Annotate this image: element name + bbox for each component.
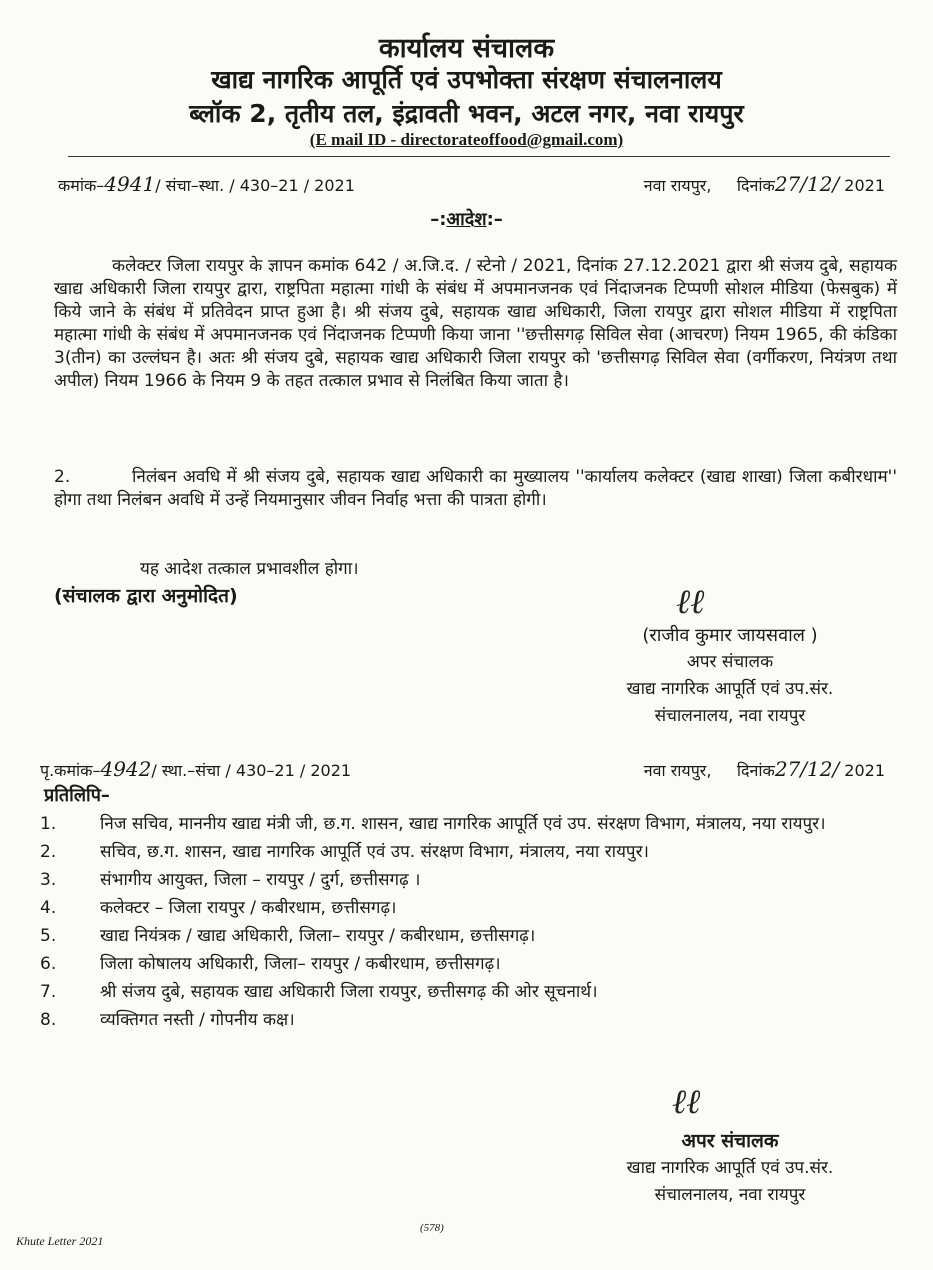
paragraph-1: कलेक्टर जिला रायपुर के ज्ञापन कमांक 642 / अ.जि.द. / स्टेनो / 2021, दिनांक 27.12.2021 द्वारा श्री संजय दुबे, सहायक खाद्य अधिकारी जिला रायपुर द्वारा, राष्ट्रपिता महात्मा गांधी के संबंध में अपमानजनक एवं निंदाजनक टिप्पणी सोशल मीडिया (फेसबुक) में किये जाने के संबंध में प्रतिवेदन प्राप्त हुआ है। श्री संजय दुबे, सहायक खाद्य अधिकारी, जिला रायपुर द्वारा सोशल मीडिया में राष्ट्रपिता महात्मा गांधी के संबंध में अपमानजनक एवं निंदाजनक टिप्पणी किया जाना ''छत्तीसगढ़ सिविल सेवा (आचरण) नियम 1965, की कंडिका 3(तीन) का उल्लंघन है। अतः श्री संजय दुबे, सहायक खाद्य अधिकारी जिला रायपुर को 'छत्तीसगढ़ सिविल सेवा (वर्गीकरण, नियंत्रण तथा अपील) नियम 1966 के नियम 9 के तहत तत्काल प्रभाव से निलंबित किया जाता है। xyxy=(54,256,897,391)
list-item-text: संभागीय आयुक्त, जिला – रायपुर / दुर्ग, छत्तीसगढ़ । xyxy=(100,870,421,890)
signatory-office-2: संचालनालय, नवा रायपुर xyxy=(654,1185,806,1205)
email-text: (E mail ID - directorateoffood@gmail.com) xyxy=(309,130,624,149)
signature-mark-2: ℓℓ xyxy=(672,1082,701,1122)
signatory-office: संचालनालय, नवा रायपुर xyxy=(654,706,806,726)
signatory-designation: अपर संचालक xyxy=(686,652,774,672)
list-item xyxy=(40,1006,900,1034)
order-title-post: :– xyxy=(486,209,503,230)
list-item-number: 4. xyxy=(40,898,57,918)
list-item-number: 2. xyxy=(40,842,57,862)
handwritten-date: 27/12/ xyxy=(774,172,840,196)
paragraph-2-number: 2. xyxy=(54,467,71,487)
directorate-name: खाद्य नागरिक आपूर्ति एवं उपभोक्ता संरक्षण संचालनालय xyxy=(211,65,722,94)
copy-heading: प्रतिलिपि– xyxy=(44,785,110,806)
email-line xyxy=(0,130,933,150)
date-year-2: 2021 xyxy=(844,761,885,780)
signatory-department: खाद्य नागरिक आपूर्ति एवं उप.संर. xyxy=(626,679,834,699)
list-item xyxy=(40,922,900,950)
directorate-address: ब्लॉक 2, तृतीय तल, इंद्रावती भवन, अटल नगर, नवा रायपुर xyxy=(189,99,744,128)
page-number: (578) xyxy=(420,1222,444,1234)
signatory-name: (राजीव कुमार जायसवाल ) xyxy=(642,625,818,646)
reference-suffix: / संचा–स्था. / 430–21 / 2021 xyxy=(155,176,355,195)
header-divider xyxy=(68,156,890,157)
list-item-text: जिला कोषालय अधिकारी, जिला– रायपुर / कबीरधाम, छत्तीसगढ़। xyxy=(100,954,501,974)
handwritten-date-2: 27/12/ xyxy=(774,757,840,781)
handwritten-number: 4941 xyxy=(104,172,156,196)
place-label-2: नवा रायपुर, xyxy=(643,761,712,780)
list-item xyxy=(40,894,900,922)
list-item-number: 7. xyxy=(40,982,57,1002)
endorsement-date xyxy=(644,757,885,781)
handwritten-number-2: 4942 xyxy=(100,757,152,781)
office-heading: कार्यालय संचालक xyxy=(378,33,555,64)
place-label: नवा रायपुर, xyxy=(643,176,712,195)
list-item-text: श्री संजय दुबे, सहायक खाद्य अधिकारी जिला रायपुर, छत्तीसगढ़ की ओर सूचनार्थ। xyxy=(100,982,598,1002)
list-item xyxy=(40,838,900,866)
list-item xyxy=(40,978,900,1006)
copy-list xyxy=(40,810,900,1034)
list-item xyxy=(40,810,900,838)
list-item-number: 3. xyxy=(40,870,57,890)
date-label-2: दिनांक xyxy=(736,761,775,780)
endorsement-reference xyxy=(40,757,351,781)
list-item xyxy=(40,866,900,894)
list-item-number: 1. xyxy=(40,814,57,834)
order-title-word: आदेश xyxy=(446,209,487,230)
list-item-text: व्यक्तिगत नस्ती / गोपनीय कक्ष। xyxy=(100,1010,295,1030)
endorsement-prefix: पृ.कमांक– xyxy=(40,761,101,780)
list-item-text: कलेक्टर – जिला रायपुर / कबीरधाम, छत्तीसगढ़। xyxy=(100,898,397,918)
order-title-pre: –: xyxy=(430,209,447,230)
list-item-number: 6. xyxy=(40,954,57,974)
paragraph-2 xyxy=(54,466,897,512)
signatory-designation-2: अपर संचालक xyxy=(681,1130,779,1152)
list-item-number: 8. xyxy=(40,1010,57,1030)
list-item xyxy=(40,950,900,978)
endorsement-suffix: / स्था.–संचा / 430–21 / 2021 xyxy=(151,761,352,780)
list-item-text: खाद्य नियंत्रक / खाद्य अधिकारी, जिला– रायपुर / कबीरधाम, छत्तीसगढ़। xyxy=(100,926,536,946)
paragraph-2-text: निलंबन अवधि में श्री संजय दुबे, सहायक खाद्य अधिकारी का मुख्यालय ''कार्यालय कलेक्टर (खाद्य शाखा) जिला कबीरधाम'' होगा तथा निलंबन अवधि में उन्हें नियमानुसार जीवन निर्वाह भत्ता की पात्रता होगी। xyxy=(54,467,897,510)
list-item-text: सचिव, छ.ग. शासन, खाद्य नागरिक आपूर्ति एवं उप. संरक्षण विभाग, मंत्रालय, नया रायपुर। xyxy=(100,842,649,862)
list-item-number: 5. xyxy=(40,926,57,946)
footer-note: Khute Letter 2021 xyxy=(16,1234,104,1248)
paragraph-3: यह आदेश तत्काल प्रभावशील होगा। xyxy=(140,559,359,579)
order-title xyxy=(0,207,933,231)
list-item-text: निज सचिव, माननीय खाद्य मंत्री जी, छ.ग. शासन, खाद्य नागरिक आपूर्ति एवं उप. संरक्षण विभाग, मंत्रालय, नया रायपुर। xyxy=(100,814,826,834)
signatory-department-2: खाद्य नागरिक आपूर्ति एवं उप.संर. xyxy=(626,1158,834,1178)
date-label: दिनांक xyxy=(736,176,775,195)
reference-prefix: कमांक– xyxy=(58,176,105,195)
signature-block-1 xyxy=(540,622,920,730)
signature-mark-1: ℓℓ xyxy=(676,582,705,622)
signature-block-2 xyxy=(540,1128,920,1209)
reference-number xyxy=(58,172,355,196)
reference-date xyxy=(644,172,885,196)
date-year: 2021 xyxy=(844,176,885,195)
approval-note: (संचालक द्वारा अनुमोदित) xyxy=(54,585,238,607)
